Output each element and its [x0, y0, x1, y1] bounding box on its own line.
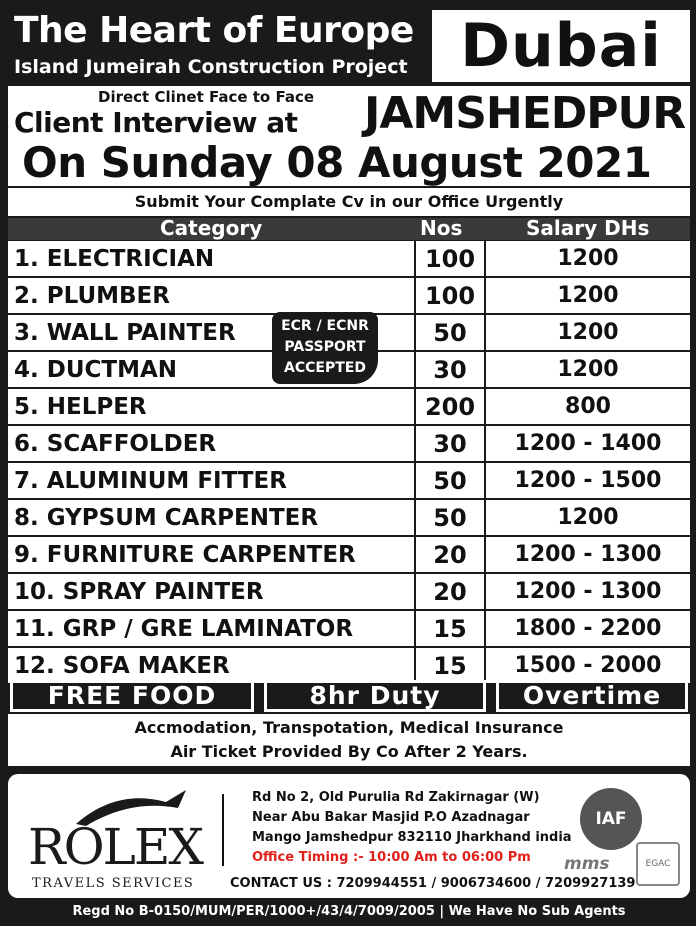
table-row [8, 610, 690, 647]
job-salary: 1200 [486, 315, 690, 350]
job-title: 1. ELECTRICIAN [8, 241, 414, 276]
address-line: Mango Jamshedpur 832110 Jharkhand india [252, 830, 572, 845]
job-title: 8. GYPSUM CARPENTER [8, 500, 414, 535]
address-line: Near Abu Bakar Masjid P.O Azadnagar [252, 810, 530, 825]
duty-label: 8hr Duty [264, 680, 486, 712]
header [8, 6, 690, 84]
table-row [8, 462, 690, 499]
free-food-label: FREE FOOD [10, 680, 254, 712]
egac-seal: EGAC [636, 842, 680, 886]
table-row [8, 499, 690, 536]
job-salary: 1200 - 1500 [486, 463, 690, 498]
footer-divider [222, 794, 224, 866]
interview-box [8, 86, 690, 186]
jobs-table [8, 218, 690, 684]
job-salary: 1200 [486, 241, 690, 276]
job-title: 2. PLUMBER [8, 278, 414, 313]
office-timing: Office Timing :- 10:00 Am to 06:00 Pm [252, 850, 531, 865]
job-nos: 200 [416, 389, 484, 424]
job-salary: 1200 [486, 352, 690, 387]
perks-box [8, 714, 690, 766]
benefits-bar [8, 680, 690, 712]
job-title: 3. WALL PAINTER [8, 315, 414, 350]
header-salary: Salary DHs [526, 216, 650, 240]
job-salary: 1500 - 2000 [486, 648, 690, 683]
interview-city: JAMSHEDPUR [364, 88, 686, 139]
destination-label: Dubai [432, 10, 690, 82]
footer [8, 774, 690, 898]
table-row [8, 647, 690, 684]
header-nos: Nos [420, 216, 463, 240]
job-title: 4. DUCTMAN [8, 352, 414, 387]
table-header [8, 218, 690, 240]
address-line: Rd No 2, Old Purulia Rd Zakirnagar (W) [252, 790, 540, 805]
job-nos: 30 [416, 352, 484, 387]
job-nos: 50 [416, 463, 484, 498]
job-title: 11. GRP / GRE LAMINATOR [8, 611, 414, 646]
job-salary: 1200 - 1400 [486, 426, 690, 461]
submit-note: Submit Your Complate Cv in our Office Urgently [8, 188, 690, 216]
job-title: 12. SOFA MAKER [8, 648, 414, 683]
table-row [8, 240, 690, 277]
job-title: 9. FURNITURE CARPENTER [8, 537, 414, 572]
job-nos: 15 [416, 611, 484, 646]
logo-name: ROLEX [28, 818, 202, 876]
contact-numbers: CONTACT US : 7209944551 / 9006734600 / 7209927139 [230, 876, 636, 891]
job-nos: 20 [416, 574, 484, 609]
job-salary: 1200 [486, 278, 690, 313]
job-title: 7. ALUMINUM FITTER [8, 463, 414, 498]
job-nos: 50 [416, 315, 484, 350]
job-salary: 1200 [486, 500, 690, 535]
job-salary: 1200 - 1300 [486, 574, 690, 609]
header-subtitle: Island Jumeirah Construction Project [14, 56, 408, 78]
interview-date: On Sunday 08 August 2021 [22, 138, 652, 187]
table-row [8, 277, 690, 314]
badge-line: ACCEPTED [284, 360, 366, 376]
table-row [8, 536, 690, 573]
interview-note: Direct Clinet Face to Face [98, 88, 315, 106]
job-salary: 1800 - 2200 [486, 611, 690, 646]
job-salary: 1200 - 1300 [486, 537, 690, 572]
perks-line: Air Ticket Provided By Co After 2 Years. [170, 742, 528, 761]
job-title: 10. SPRAY PAINTER [8, 574, 414, 609]
job-title: 5. HELPER [8, 389, 414, 424]
logo-subtitle: TRAVELS SERVICES [32, 876, 195, 891]
iaf-seal: IAF [580, 788, 642, 850]
job-nos: 20 [416, 537, 484, 572]
job-nos: 15 [416, 648, 484, 683]
registration-note: Regd No B-0150/MUM/PER/1000+/43/4/7009/2005 | We Have No Sub Agents [72, 904, 626, 919]
perks-line: Accmodation, Transpotation, Medical Insurance [134, 718, 564, 737]
table-row [8, 388, 690, 425]
table-row [8, 573, 690, 610]
rolex-logo [26, 788, 226, 896]
job-nos: 100 [416, 241, 484, 276]
job-salary: 800 [486, 389, 690, 424]
badge-line: ECR / ECNR [281, 318, 369, 334]
job-nos: 100 [416, 278, 484, 313]
interview-label: Client Interview at [14, 106, 298, 139]
passport-badge [272, 312, 378, 384]
table-row [8, 425, 690, 462]
header-title: The Heart of Europe [14, 10, 414, 51]
office-address [252, 788, 572, 868]
header-category: Category [160, 216, 263, 240]
job-title: 6. SCAFFOLDER [8, 426, 414, 461]
overtime-label: Overtime [496, 680, 688, 712]
job-nos: 30 [416, 426, 484, 461]
job-nos: 50 [416, 500, 484, 535]
mms-logo: mms [564, 854, 610, 874]
badge-line: PASSPORT [284, 339, 366, 355]
